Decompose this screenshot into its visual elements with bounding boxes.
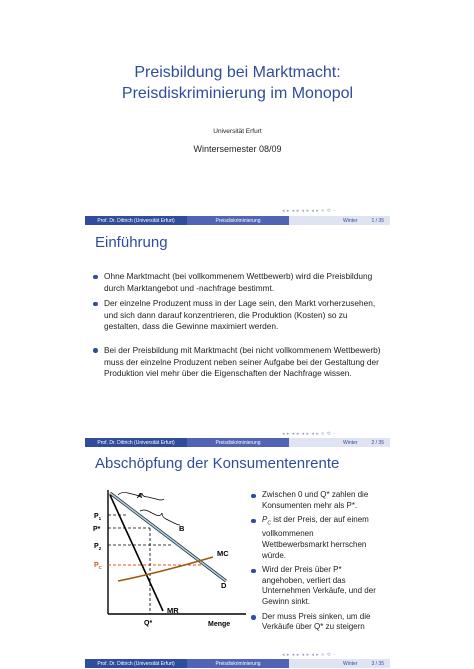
list-item: Der einzelne Produzent muss in der Lage sein, den Markt vorherzusehen, und sich dann darauf konzentrieren, die Produktion (Kosten) so zu gestalten, dass die Gewinne maximiert werden. bbox=[92, 298, 382, 333]
label-p1: $P_1$ bbox=[94, 513, 102, 521]
label-mr: MR bbox=[167, 606, 179, 615]
slide2-bullet-list bbox=[92, 271, 382, 384]
slide3-title: Abschöpfung der Konsumentenrente bbox=[95, 455, 340, 472]
list-item: Zwischen 0 und Q* zahlen die Konsumenten mehr als P*. bbox=[250, 490, 380, 511]
list-item: Ohne Marktmacht (bei vollkommenem Wettbewerb) wird die Preisbildung durch Marktangebot und -nachfrage bestimmt. bbox=[92, 271, 382, 294]
footer-topic: Preisdiskriminierung bbox=[187, 659, 289, 668]
pc-bullet-text: ist der Preis, der auf einem vollkommenen Wettbewerbsmarkt herrschen würde. bbox=[262, 515, 369, 560]
footer-term-label: Winter bbox=[343, 660, 358, 667]
footer-term bbox=[289, 216, 390, 225]
footer-author: Prof. Dr. Dittrich (Universität Erfurt) bbox=[85, 216, 187, 225]
list-item: Der muss Preis sinken, um die Verkäufe über Q* zu steigern bbox=[250, 612, 380, 633]
footer-term bbox=[289, 659, 390, 668]
footer-page: 3 / 35 bbox=[371, 660, 384, 667]
list-item: Bei der Preisbildung mit Marktmacht (bei nicht vollkommenem Wettbewerb) muss der einzelne Produzent neben seiner Aufgabe bei der Gestaltung der Produktion viel mehr über die Eigenschaften der Nachfrage wissen. bbox=[92, 345, 382, 380]
slide1-title bbox=[85, 62, 390, 104]
footer-page: 2 / 35 bbox=[371, 439, 384, 446]
slide1-title-line2: Preisdiskriminierung im Monopol bbox=[121, 85, 354, 102]
pc-symbol: $P_C$ bbox=[262, 515, 271, 527]
nav-symbols-3[interactable]: ◂ ▸ ◂ ▸ ◂ ▸ ◂ ▸ ≡ ⟲ ◦ bbox=[282, 652, 336, 658]
footer-3 bbox=[85, 659, 390, 668]
footer-term-label: Winter bbox=[343, 439, 358, 446]
footer-topic: Preisdiskriminierung bbox=[187, 216, 289, 225]
consumer-surplus-graph bbox=[88, 485, 248, 635]
brace-b bbox=[140, 510, 180, 525]
label-a: A bbox=[137, 491, 143, 500]
label-d: D bbox=[221, 581, 227, 590]
demand-curve-inner bbox=[110, 493, 226, 581]
slide1-semester: Wintersemester 08/09 bbox=[193, 144, 282, 154]
list-item: Wird der Preis über P* angehoben, verliert das Unternehmen Verkäufe, und der Gewinn sinkt. bbox=[250, 565, 380, 607]
nav-symbols-1[interactable]: ◂ ▸ ◂ ▸ ◂ ▸ ◂ ▸ ≡ ⟲ ◦ bbox=[282, 208, 336, 214]
label-qstar: Q* bbox=[144, 620, 153, 627]
footer-author: Prof. Dr. Dittrich (Universität Erfurt) bbox=[85, 659, 187, 668]
footer-1 bbox=[85, 216, 390, 225]
label-p2: $P_2$ bbox=[94, 543, 102, 551]
list-item bbox=[250, 515, 380, 561]
label-b: B bbox=[179, 524, 185, 533]
footer-2 bbox=[85, 438, 390, 447]
footer-term bbox=[289, 438, 390, 447]
slide1-institution: Universität Erfurt bbox=[213, 128, 262, 135]
footer-page: 1 / 35 bbox=[371, 217, 384, 224]
mc-curve bbox=[118, 557, 213, 581]
nav-symbols-2[interactable]: ◂ ▸ ◂ ▸ ◂ ▸ ◂ ▸ ≡ ⟲ ◦ bbox=[282, 431, 336, 437]
footer-term-label: Winter bbox=[343, 217, 358, 224]
label-mc: MC bbox=[217, 549, 229, 558]
label-pc: $P_C$ bbox=[94, 562, 102, 570]
slide2-title: Einführung bbox=[95, 234, 168, 251]
label-pstar: P* bbox=[93, 526, 101, 533]
slide1-title-line1: Preisbildung bei Marktmacht: bbox=[134, 64, 341, 81]
footer-topic: Preisdiskriminierung bbox=[187, 438, 289, 447]
label-xaxis: Menge bbox=[208, 621, 231, 628]
footer-author: Prof. Dr. Dittrich (Universität Erfurt) bbox=[85, 438, 187, 447]
slide3-bullet-list bbox=[250, 490, 380, 637]
